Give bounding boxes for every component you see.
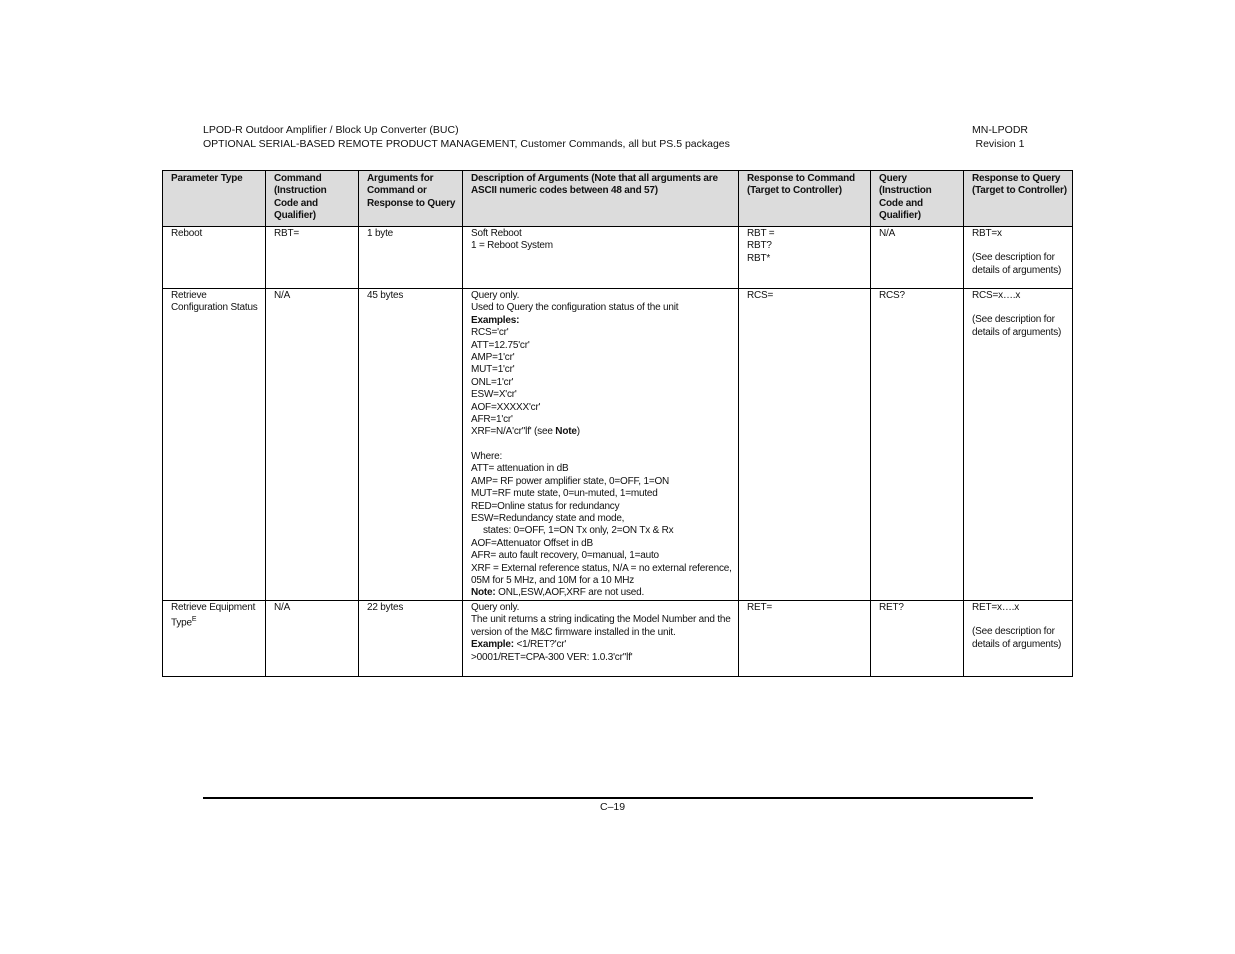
cell-response <box>739 227 871 289</box>
query-response-value: RCS=x….x <box>972 290 1021 301</box>
note-line: Note: ONL,ESW,AOF,XRF are not used. <box>471 587 645 599</box>
cell-description <box>463 227 739 289</box>
query-response-note: (See description for details of arguments) <box>972 314 1062 338</box>
col-header-response-to-query: Response to Query (Target to Controller) <box>964 171 1073 227</box>
header-title-line2: OPTIONAL SERIAL-BASED REMOTE PRODUCT MANAGEMENT, Customer Commands, all but PS.5 packages <box>203 138 730 150</box>
example-line: AFR=1'cr' <box>471 414 513 426</box>
where-line: AOF=Attenuator Offset in dB <box>471 537 593 549</box>
desc-line: Query only. <box>471 290 520 301</box>
response-line: RBT* <box>747 252 771 264</box>
example-line: ESW=X'cr' <box>471 389 517 401</box>
where-line: ESW=Redundancy state and mode, <box>471 512 625 524</box>
desc-line: Soft Reboot <box>471 228 522 239</box>
where-line: AFR= auto fault recovery, 0=manual, 1=auto <box>471 550 659 562</box>
col-header-command: Command (Instruction Code and Qualifier) <box>266 171 359 227</box>
example-line: RCS='cr' <box>471 327 509 339</box>
table-header-row <box>163 171 1073 227</box>
examples-label: Examples: <box>471 314 520 326</box>
query-response-value: RBT=x <box>972 228 1002 239</box>
desc-line: The unit returns a string indicating the Model Number and the version of the M&C firmware installed in the unit. <box>471 614 731 638</box>
cell-query-response <box>964 227 1073 289</box>
col-header-arguments: Arguments for Command or Response to Query <box>359 171 463 227</box>
cell-query: N/A <box>871 227 964 289</box>
cell-query: RET? <box>871 601 964 677</box>
response-line: RBT? <box>747 240 772 252</box>
where-line: AMP= RF power amplifier state, 0=OFF, 1=ON <box>471 475 670 487</box>
doc-id: MN-LPODR <box>971 124 1028 136</box>
example-line: ONL=1'cr' <box>471 376 514 388</box>
example-line: MUT=1'cr' <box>471 364 515 376</box>
where-line-states: states: 0=OFF, 1=ON Tx only, 2=ON Tx & Rx <box>483 525 674 537</box>
table-row <box>163 601 1073 677</box>
col-header-parameter-type: Parameter Type <box>163 171 266 227</box>
command-table <box>162 170 1073 677</box>
query-response-note: (See description for details of arguments) <box>972 252 1062 276</box>
cell-description <box>463 289 739 601</box>
cell-response <box>739 601 871 677</box>
cell-query-response <box>964 289 1073 601</box>
cell-parameter: Retrieve Equipment Type$^E$ <box>163 601 266 677</box>
col-header-description: Description of Arguments (Note that all arguments are ASCII numeric codes between 48 and 57) <box>463 171 739 227</box>
page-header-left <box>203 123 730 151</box>
cell-arguments: 22 bytes <box>359 601 463 677</box>
table-row <box>163 289 1073 601</box>
where-label: Where: <box>471 450 503 462</box>
header-title-line1: LPOD-R Outdoor Amplifier / Block Up Converter (BUC) <box>203 124 459 136</box>
col-header-response-to-command: Response to Command (Target to Controller) <box>739 171 871 227</box>
example-line: ATT=12.75'cr' <box>471 339 530 351</box>
footer-rule <box>203 797 1033 799</box>
query-response-note: (See description for details of arguments) <box>972 626 1062 650</box>
cell-response <box>739 289 871 601</box>
cell-arguments: 45 bytes <box>359 289 463 601</box>
footnote-mark: E <box>191 616 197 624</box>
query-response-value: RET=x….x <box>972 602 1020 613</box>
cell-command: N/A <box>266 601 359 677</box>
response-line: RCS= <box>747 290 774 301</box>
page-number: C–19 <box>600 801 626 813</box>
response-line: RET= <box>747 602 773 613</box>
cell-command: RBT= <box>266 227 359 289</box>
desc-line: 1 = Reboot System <box>471 240 553 252</box>
example-line: AOF=XXXXX'cr' <box>471 401 541 413</box>
where-line: MUT=RF mute state, 0=un-muted, 1=muted <box>471 488 658 500</box>
example-line: AMP=1'cr' <box>471 352 515 364</box>
table-row <box>163 227 1073 289</box>
desc-line: Query only. <box>471 602 520 613</box>
cell-query-response <box>964 601 1073 677</box>
cell-query: RCS? <box>871 289 964 601</box>
cell-parameter: Retrieve Configuration Status <box>163 289 266 601</box>
where-line: XRF = External reference status, N/A = no external reference, 05M for 5 MHz, and 10M for a 10 MHz <box>471 562 732 586</box>
col-header-query: Query (Instruction Code and Qualifier) <box>871 171 964 227</box>
example-line: Example: <1/RET?'cr' <box>471 639 567 651</box>
cell-command: N/A <box>266 289 359 601</box>
where-line: RED=Online status for redundancy <box>471 500 620 512</box>
response-line: RBT = <box>747 228 775 239</box>
example-line-xrf: XRF=N/A'cr''lf' (see Note) <box>471 426 580 438</box>
where-line: ATT= attenuation in dB <box>471 463 569 475</box>
cell-parameter: Reboot <box>163 227 266 289</box>
revision: Revision 1 <box>975 138 1025 150</box>
cell-description <box>463 601 739 677</box>
cell-arguments: 1 byte <box>359 227 463 289</box>
example-response-line: >0001/RET=CPA-300 VER: 1.0.3'cr''lf' <box>471 651 633 663</box>
desc-line: Used to Query the configuration status of the unit <box>471 302 679 314</box>
page-header-right <box>970 123 1030 151</box>
